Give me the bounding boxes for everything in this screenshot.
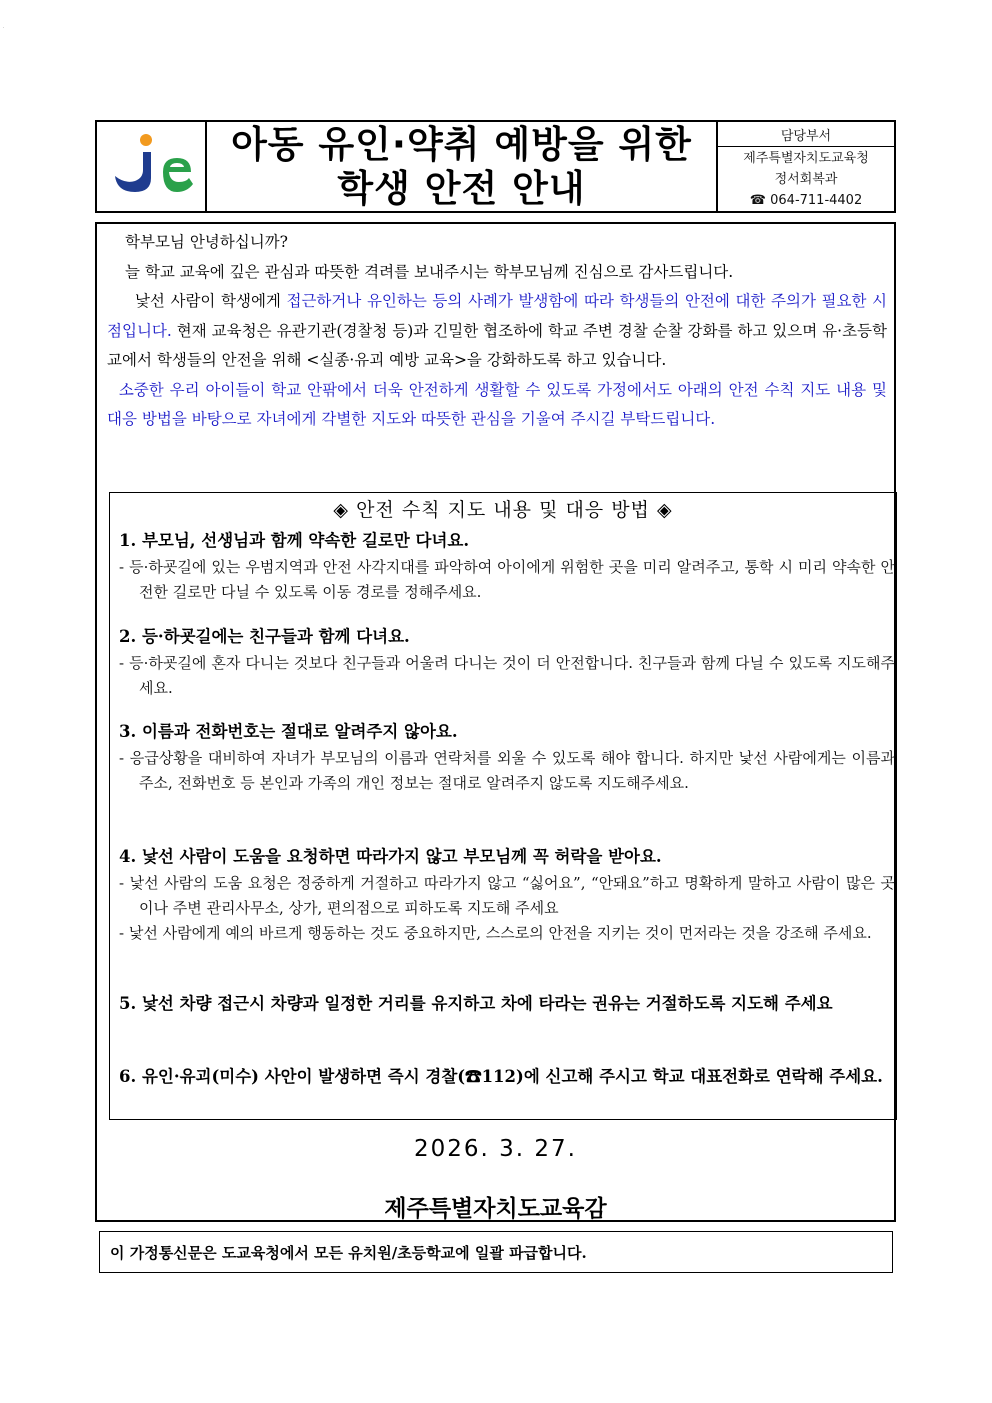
intro-thanks: 늘 학교 교육에 깊은 관심과 따뜻한 격려를 보내주시는 학부모님께 진심으로 감사드립니다.	[125, 262, 734, 281]
guide-item-heading: 2. 등·하굣길에는 친구들과 함께 다녀요.	[119, 627, 410, 646]
guide-item-desc: - 등·하굣길에 혼자 다니는 것보다 친구들과 어울려 다니는 것이 더 안전합니다. 친구들과 함께 다닐 수 있도록 지도해주세요.	[119, 654, 895, 697]
intro-paragraph-2	[107, 376, 887, 435]
document-signer: 제주특별자치도교육감	[384, 1196, 607, 1222]
department-label: 담당부서	[718, 122, 894, 147]
document-header	[3, 27, 896, 213]
intro-p2-text: 소중한 우리 아이들이 학교 안팎에서 더욱 안전하게 생활할 수 있도록 가정에서도 아래의 안전 수칙 지도 내용 및 대응 방법을 바탕으로 자녀에게 각별한 지도와 따뜻한 관심을 기울여 주시길 부탁드립니다.	[107, 380, 888, 428]
intro-greeting: 학부모님 안녕하십니까?	[125, 233, 288, 251]
intro-p1-start: 낯선 사람이 학생에게	[134, 292, 287, 310]
guide-item-3	[119, 718, 895, 796]
intro-p1-highlight: 접근하거나 유인하는 등의 사례가 발생함에 따라 학생들의 안전에 대한 주의가 필요한 시점입니다.	[107, 292, 887, 340]
guide-item-heading: 5. 낯선 차량 접근시 차량과 일정한 거리를 유지하고 차에 타라는 권유는 거절하도록 지도해 주세요	[119, 994, 833, 1013]
main-content	[95, 222, 896, 1222]
guide-item-4	[119, 843, 895, 946]
phone-icon: ☎	[749, 192, 766, 208]
department-phone-number: 064-711-4402	[770, 192, 863, 208]
guide-item-desc: - 등·하굣길에 있는 우범지역과 안전 사각지대를 파악하여 아이에게 위험한 곳을 미리 알려주고, 통학 시 미리 약속한 안전한 길로만 다닐 수 있도록 이동 경로를 정해주세요.	[119, 558, 895, 601]
department-info	[718, 147, 894, 211]
intro-section	[107, 228, 887, 435]
safety-guide-box	[109, 492, 897, 1120]
page-title-line2: 학생 안전 안내	[337, 166, 586, 210]
guide-item-heading: 6. 유인·유괴(미수) 사안이 발생하면 즉시 경찰(☎112)에 신고해 주시고 학교 대표전화로 연락해 주세요.	[119, 1067, 883, 1086]
guide-item-1	[119, 527, 895, 605]
page-title-line1: 아동 유인·약취 예방을 위한	[231, 122, 692, 166]
guide-item-desc: - 낯선 사람의 도움 요청은 정중하게 거절하고 따라가지 않고 “싫어요”, “안돼요”하고 명확하게 말하고 사람이 많은 곳이나 주변 관리사무소, 상가, 편의점으로 피하도록 지도해 주세요	[119, 874, 895, 917]
department-division: 정서회복과	[774, 171, 838, 187]
guide-item-heading: 1. 부모님, 선생님과 함께 약속한 길로만 다녀요.	[119, 531, 470, 550]
guide-item-5	[119, 990, 895, 1018]
safety-guide-title: ◈ 안전 수칙 지도 내용 및 대응 방법 ◈	[333, 499, 673, 521]
department-org: 제주특별자치도교육청	[743, 150, 869, 166]
guide-item-heading: 4. 낯선 사람이 도움을 요청하면 따라가지 않고 부모님께 꼭 허락을 받아요.	[119, 847, 662, 866]
distribution-notice: 이 가정통신문은 도교육청에서 모든 유치원/초등학교에 일괄 파급합니다.	[99, 1231, 893, 1273]
department-cell	[718, 122, 894, 211]
guide-item-2	[119, 623, 895, 701]
logo-cell	[3, 27, 207, 211]
intro-paragraph-1	[107, 287, 887, 376]
guide-item-desc: - 응급상황을 대비하여 자녀가 부모님의 이름과 연락처를 외울 수 있도록 해야 합니다. 하지만 낯선 사람에게는 이름과 주소, 전화번호 등 본인과 가족의 개인 정보는 절대로 알려주지 않도록 지도해주세요.	[119, 749, 895, 792]
title-cell	[207, 122, 718, 211]
document-date: 2026. 3. 27.	[414, 1136, 577, 1162]
jeju-education-logo	[3, 27, 199, 206]
logo-text: je	[3, 27, 4, 29]
intro-p1-rest: 현재 교육청은 유관기관(경찰청 등)과 긴밀한 협조하에 학교 주변 경찰 순찰 강화를 하고 있으며 유·초등학교에서 학생들의 안전을 위해 <실종·유괴 예방 교육>을 강화하도록 하고 있습니다.	[107, 321, 887, 369]
department-phone	[750, 190, 862, 211]
guide-item-6	[119, 1063, 895, 1091]
guide-item-desc: - 낯선 사람에게 예의 바르게 행동하는 것도 중요하지만, 스스로의 안전을 지키는 것이 먼저라는 것을 강조해 주세요.	[119, 924, 872, 942]
guide-item-heading: 3. 이름과 전화번호는 절대로 알려주지 않아요.	[119, 722, 458, 741]
